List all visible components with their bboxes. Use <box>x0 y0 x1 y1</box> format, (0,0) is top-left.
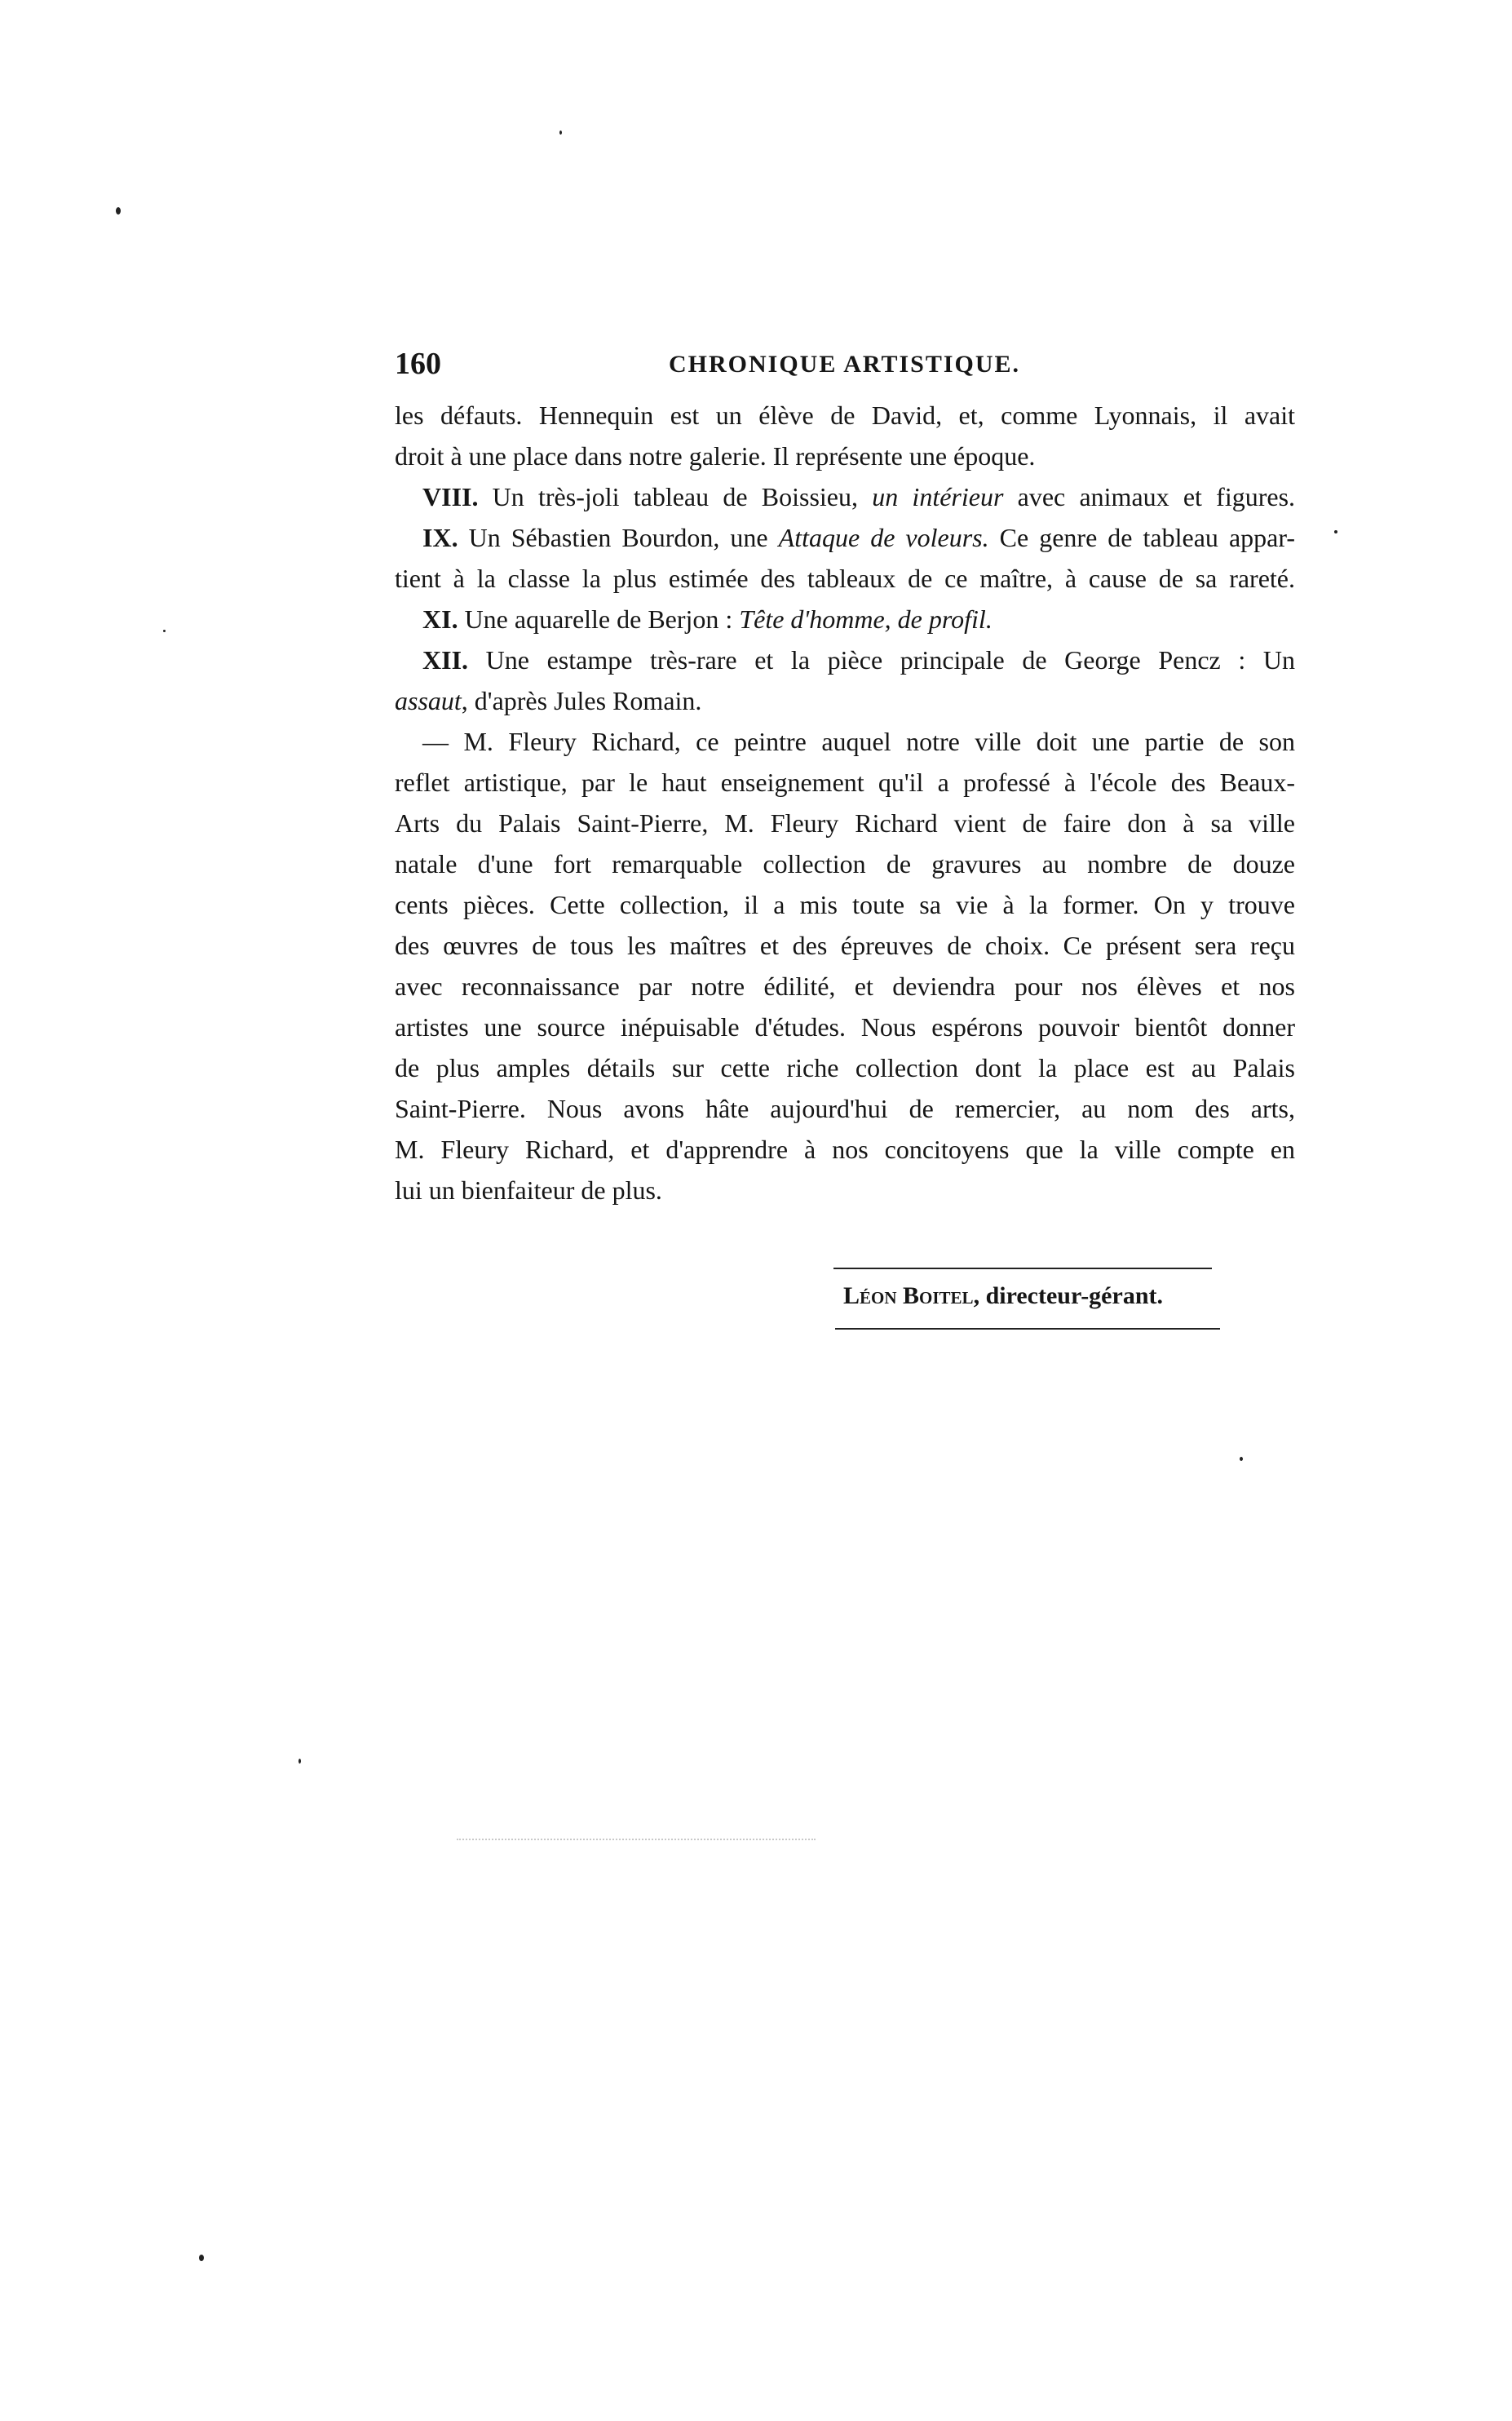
text-line: lui un bienfaiteur de plus. <box>395 1175 662 1205</box>
text-line: des œuvres de tous les maîtres et des épreuves de choix. Ce présent sera reçu <box>395 931 1295 960</box>
signature-last-name: Boitel <box>903 1282 974 1309</box>
signature-title: , directeur-gérant. <box>973 1282 1163 1309</box>
signature-first-name: Léon <box>843 1282 897 1309</box>
scan-speck <box>1240 1457 1243 1461</box>
scan-speck <box>298 1759 301 1764</box>
scan-speck <box>116 207 121 215</box>
text-line: les défauts. Hennequin est un élève de David, et, comme Lyonnais, il avait <box>395 401 1295 430</box>
signature <box>843 1277 1163 1315</box>
text-line: cents pièces. Cette collection, il a mis toute sa vie à la former. On y trouve <box>395 890 1295 919</box>
running-header <box>395 344 1295 383</box>
text-line: IX. Un Sébastien Bourdon, une Attaque de voleurs. Ce genre de tableau appar- <box>422 523 1296 552</box>
text-line: — M. Fleury Richard, ce peintre auquel notre ville doit une partie de son <box>422 727 1295 756</box>
scan-speck <box>559 131 562 135</box>
text-line: M. Fleury Richard, et d'apprendre à nos concitoyens que la ville compte en <box>395 1135 1295 1164</box>
text-line: assaut, d'après Jules Romain. <box>395 686 702 715</box>
text-line: artistes une source inépuisable d'études. Nous espérons pouvoir bientôt donner <box>395 1012 1295 1042</box>
text-line: reflet artistique, par le haut enseignement qu'il a professé à l'école des Beaux- <box>395 768 1295 797</box>
text-line: de plus amples détails sur cette riche collection dont la place est au Palais <box>395 1053 1295 1082</box>
text-line: XI. Une aquarelle de Berjon : Tête d'homme, de profil. <box>422 604 993 634</box>
text-line: Saint-Pierre. Nous avons hâte aujourd'hui de remercier, au nom des arts, <box>395 1094 1295 1123</box>
running-title: CHRONIQUE ARTISTIQUE. <box>669 351 1021 378</box>
text-line: XII. Une estampe très-rare et la pièce principale de George Pencz : Un <box>422 645 1295 675</box>
scan-speck <box>1334 530 1337 533</box>
signature-rule-bottom <box>835 1328 1220 1330</box>
scan-speck <box>163 630 166 632</box>
text-line: droit à une place dans notre galerie. Il représente une époque. <box>395 441 1036 471</box>
text-line: Arts du Palais Saint-Pierre, M. Fleury Richard vient de faire don à sa ville <box>395 808 1295 838</box>
text-line: tient à la classe la plus estimée des tableaux de ce maître, à cause de sa rareté. <box>395 564 1295 593</box>
page-number: 160 <box>395 347 441 381</box>
scan-bleed-through <box>457 1839 816 1840</box>
text-line: avec reconnaissance par notre édilité, et deviendra pour nos élèves et nos <box>395 971 1295 1001</box>
text-line: VIII. Un très-joli tableau de Boissieu, un intérieur avec animaux et figures. <box>422 482 1296 511</box>
signature-rule-top <box>833 1268 1212 1269</box>
text-line: natale d'une fort remarquable collection de gravures au nombre de douze <box>395 849 1295 879</box>
scan-speck <box>199 2255 204 2261</box>
